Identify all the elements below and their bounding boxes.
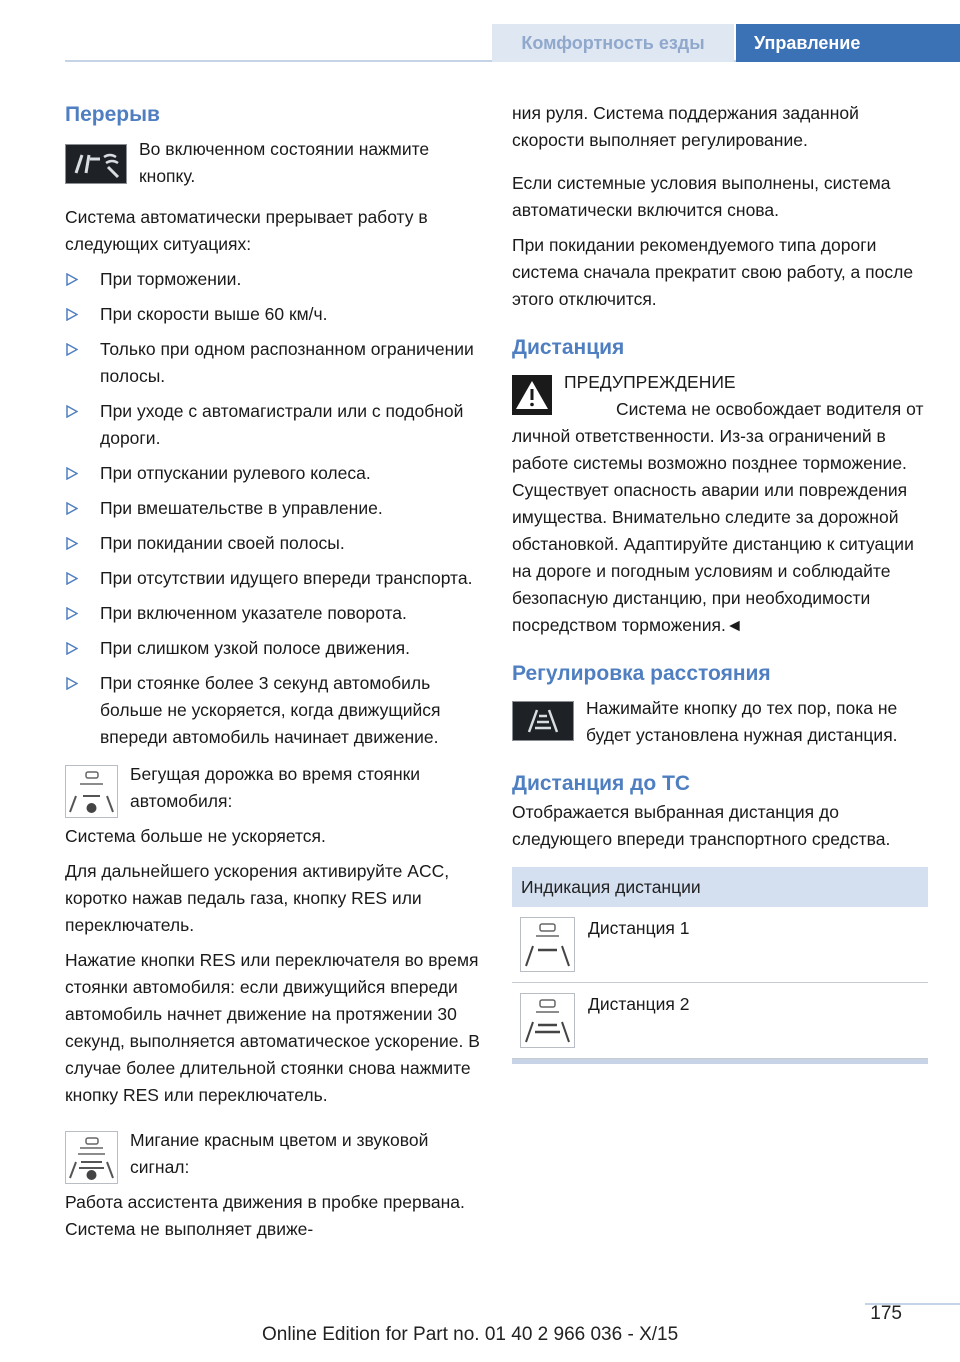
list-item xyxy=(65,635,480,662)
blink-text-1: Мигание красным цветом и звуковой сигнал: xyxy=(130,1130,429,1177)
list-item-text: При слишком узкой полосе движения. xyxy=(100,638,411,658)
list-item-text: При скорости выше 60 км/ч. xyxy=(100,304,328,324)
heading-distance-vehicle: Дистанция до ТС xyxy=(512,772,691,795)
lane-assist-button-icon xyxy=(65,144,127,184)
list-item-text: При покидании своей полосы. xyxy=(100,533,345,553)
warning-text: Система не освобождает водителя от личной ответственности. Из-за ограничений в работе системы возможно позднее торможение. Существует опасность аварии или повреждения имущества. Внимательно следите за дорожной обстановкой. Адаптируйте дистанцию к ситуации на дороге и погодным условиям и соблюдайте безопасную дистанцию, при необходимости посредством торможения.◄ xyxy=(512,399,924,635)
distance-table xyxy=(512,867,928,1064)
traffic-jam-assist-red-icon xyxy=(65,1131,118,1184)
pause-instruction xyxy=(65,136,480,190)
warning-title: ПРЕДУПРЕЖДЕНИЕ xyxy=(564,372,736,392)
header-section-tab[interactable]: Комфортность езды xyxy=(492,24,734,62)
bullet-arrow-icon xyxy=(66,308,78,321)
leave-road-text: При покидании рекомендуемого типа дороги система сначала прекратит свою работу, а после этого отключится. xyxy=(512,235,914,309)
bullet-arrow-icon xyxy=(66,537,78,550)
runner-text-2: Система больше не ускоряется. xyxy=(65,826,326,846)
distance-vehicle-text: Отображается выбранная дистанция до следующего впереди транспортного средства. xyxy=(512,802,891,849)
warning-triangle-icon xyxy=(512,375,552,415)
bullet-arrow-icon xyxy=(66,642,78,655)
bullet-arrow-icon xyxy=(66,273,78,286)
table-row-label: Дистанция 2 xyxy=(588,994,690,1014)
bullet-arrow-icon xyxy=(66,467,78,480)
reactivate-text: Если системные условия выполнены, система автоматически включится снова. xyxy=(512,173,891,220)
heading-pause: Перерыв xyxy=(65,103,160,126)
bullet-arrow-icon xyxy=(66,572,78,585)
list-item xyxy=(65,460,480,487)
list-item xyxy=(65,336,480,390)
list-item-text: При торможении. xyxy=(100,269,242,289)
edition-note: Online Edition for Part no. 01 40 2 966 036 - X/15 xyxy=(262,1324,679,1345)
table-row xyxy=(512,907,928,983)
bullet-arrow-icon xyxy=(66,405,78,418)
page-number: 175 xyxy=(870,1303,902,1324)
table-row-label: Дистанция 1 xyxy=(588,918,690,938)
adjust-text: Нажимайте кнопку до тех пор, пока не будет установлена нужная дистанция. xyxy=(586,698,898,745)
list-item-text: При стоянке более 3 секунд автомобиль больше не ускоряется, когда движущийся впереди автомобиль начинает движение. xyxy=(100,673,441,747)
table-row xyxy=(512,983,928,1059)
res-press-text: Нажатие кнопки RES или переключателя во время стоянки автомобиля: если движущийся впереди автомобиль начнет движение на протяжении 30 секунд, выполняется автоматическое ускорение. В случае более длительной стоянки снова нажмите кнопку RES или переключатель. xyxy=(65,950,480,1105)
list-item xyxy=(65,398,480,452)
list-item-text: При включенном указателе поворота. xyxy=(100,603,407,623)
list-item xyxy=(65,565,480,592)
continuation-text: ния руля. Система поддержания заданной скорости выполняет регулирование. xyxy=(512,103,859,150)
blink-note xyxy=(65,1127,480,1243)
runner-text-1: Бегущая дорожка во время стоянки автомобиля: xyxy=(130,764,421,811)
list-item-text: Только при одном распознанном ограничении полосы. xyxy=(100,339,474,386)
auto-interrupt-text: Система автоматически прерывает работу в следующих ситуациях: xyxy=(65,207,428,254)
traffic-jam-assist-icon xyxy=(65,765,118,818)
distance-1-icon xyxy=(520,917,575,972)
pause-text: Во включенном состоянии нажмите кнопку. xyxy=(139,139,430,186)
list-item xyxy=(65,266,480,293)
heading-adjust: Регулировка расстояния xyxy=(512,662,771,685)
interrupt-list xyxy=(65,266,480,751)
adjust-block xyxy=(512,695,928,749)
bullet-arrow-icon xyxy=(66,677,78,690)
list-item-text: При отпускании рулевого колеса. xyxy=(100,463,371,483)
list-item xyxy=(65,600,480,627)
distance-2-icon xyxy=(520,993,575,1048)
table-header: Индикация дистанции xyxy=(512,867,928,907)
list-item xyxy=(65,495,480,522)
blink-text-2: Работа ассистента движения в пробке прервана. Система не выполняет движе- xyxy=(65,1192,465,1239)
list-item xyxy=(65,301,480,328)
bullet-arrow-icon xyxy=(66,607,78,620)
heading-distance: Дистанция xyxy=(512,336,625,359)
right-column xyxy=(512,100,928,1064)
further-accel-text: Для дальнейшего ускорения активируйте ACC, коротко нажав педаль газа, кнопку RES или переключатель. xyxy=(65,861,450,935)
distance-button-icon xyxy=(512,701,574,741)
bullet-arrow-icon xyxy=(66,343,78,356)
header-chapter-tab[interactable]: Управление xyxy=(736,24,960,62)
bullet-arrow-icon xyxy=(66,502,78,515)
list-item xyxy=(65,670,480,751)
left-column xyxy=(65,100,480,1243)
list-item-text: При вмешательстве в управление. xyxy=(100,498,383,518)
warning-block xyxy=(512,369,928,639)
list-item-text: При уходе с автомагистрали или с подобной дороги. xyxy=(100,401,464,448)
list-item-text: При отсутствии идущего впереди транспорта. xyxy=(100,568,473,588)
table-end-rule xyxy=(512,1059,928,1064)
list-item xyxy=(65,530,480,557)
runner-note xyxy=(65,761,480,850)
